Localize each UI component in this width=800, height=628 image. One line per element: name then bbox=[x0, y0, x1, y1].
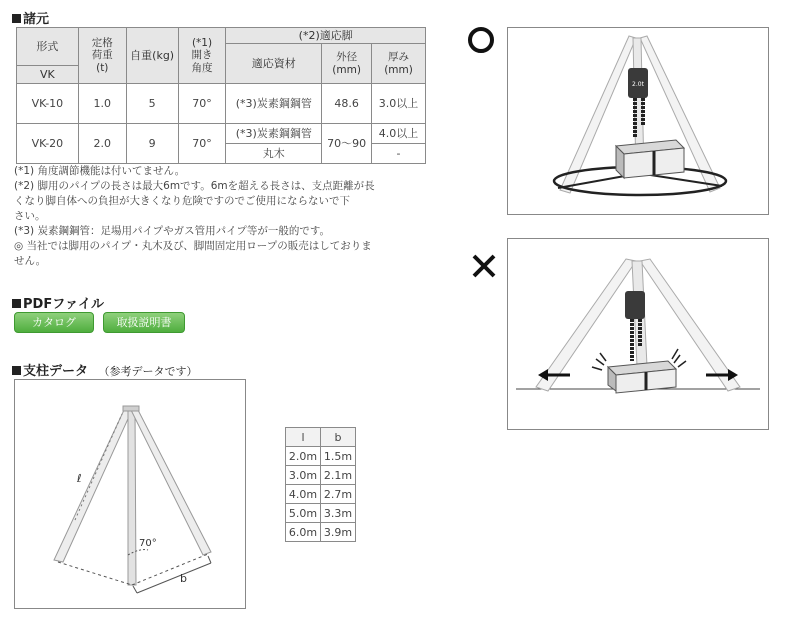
header-model: 形式 bbox=[17, 28, 79, 66]
cell-od: 48.6 bbox=[322, 84, 372, 124]
correct-usage-svg bbox=[508, 28, 768, 214]
manual-button[interactable]: 取扱説明書 bbox=[103, 312, 185, 333]
header-legs: (*2)適応脚 bbox=[226, 28, 426, 44]
dimension-b-tick bbox=[133, 586, 137, 593]
cell-l: 6.0m bbox=[286, 523, 321, 542]
note-line: さい。 bbox=[14, 210, 46, 222]
note-line: (*2) 脚用のパイプの長さは最大6mです。6mを超える長さは、支点距離が長 bbox=[14, 180, 375, 192]
support-table bbox=[285, 427, 356, 542]
cell-material: (*3)炭素鋼鋼管 bbox=[226, 84, 322, 124]
note-line: (*1) 角度調節機能は付いてません。 bbox=[14, 165, 186, 177]
note-line: ◎ 当社では脚用のパイプ・丸木及び、脚間固定用ロープの販売はしておりま bbox=[14, 240, 372, 252]
cell-angle: 70° bbox=[178, 84, 226, 124]
square-bullet-icon bbox=[12, 366, 21, 375]
label-length: ℓ bbox=[77, 472, 82, 485]
cell-thickness: 4.0以上 bbox=[372, 124, 426, 144]
correct-usage-illustration bbox=[507, 27, 769, 215]
spec-notes bbox=[14, 164, 375, 269]
cell-load: 1.0 bbox=[78, 84, 126, 124]
cell-model: VK-10 bbox=[17, 84, 79, 124]
cell-b: 3.3m bbox=[321, 504, 356, 523]
cell-angle: 70° bbox=[178, 124, 226, 164]
tripod-leg-left bbox=[54, 410, 132, 562]
cell-b: 3.9m bbox=[321, 523, 356, 542]
header-thickness: 厚み (mm) bbox=[372, 44, 426, 84]
support-section-title: 支柱データ （参考データです） bbox=[12, 360, 198, 379]
base-dash-line bbox=[58, 562, 132, 585]
cell-l: 3.0m bbox=[286, 466, 321, 485]
cell-b: 2.1m bbox=[321, 466, 356, 485]
cell-load: 2.0 bbox=[78, 124, 126, 164]
header-material: 適応資材 bbox=[226, 44, 322, 84]
cell-b: 2.7m bbox=[321, 485, 356, 504]
tripod-diagram-svg bbox=[15, 380, 245, 608]
square-bullet-icon bbox=[12, 299, 21, 308]
cell-weight: 5 bbox=[126, 84, 178, 124]
table-header-l: l bbox=[286, 428, 321, 447]
table-row bbox=[286, 504, 356, 523]
cell-weight: 9 bbox=[126, 124, 178, 164]
dimension-b-line bbox=[137, 563, 211, 593]
cell-l: 5.0m bbox=[286, 504, 321, 523]
base-dash-line bbox=[132, 554, 208, 585]
cross-ng-icon bbox=[470, 252, 498, 280]
circle-ok-icon bbox=[466, 25, 496, 55]
support-subtitle: （参考データです） bbox=[98, 365, 198, 378]
table-row bbox=[286, 466, 356, 485]
table-header-b: b bbox=[321, 428, 356, 447]
cell-material: (*3)炭素鋼鋼管 bbox=[226, 124, 322, 144]
header-weight: 自重(kg) bbox=[126, 28, 178, 84]
tripod-head bbox=[123, 406, 139, 411]
support-diagram bbox=[14, 379, 246, 609]
label-angle: 70° bbox=[139, 538, 157, 549]
tripod-leg-middle bbox=[128, 410, 136, 585]
cell-model: VK-20 bbox=[17, 124, 79, 164]
cell-od: 70〜90 bbox=[322, 124, 372, 164]
table-row bbox=[286, 523, 356, 542]
tripod-leg-right bbox=[131, 410, 211, 555]
cell-l: 2.0m bbox=[286, 447, 321, 466]
cell-thickness-2: - bbox=[372, 144, 426, 164]
spec-table bbox=[16, 27, 426, 164]
note-line: くなり脚自体への負担が大きくなり危険ですのでご使用にならないで下 bbox=[14, 195, 350, 207]
cell-l: 4.0m bbox=[286, 485, 321, 504]
note-line: (*3) 炭素鋼鋼管：足場用パイプやガス管用パイプ等が一般的です。 bbox=[14, 225, 330, 237]
table-row bbox=[286, 447, 356, 466]
note-line: せん。 bbox=[14, 255, 47, 267]
cell-material-2: 丸木 bbox=[226, 144, 322, 164]
pdf-section-title: PDFファイル bbox=[12, 293, 104, 312]
cell-thickness: 3.0以上 bbox=[372, 84, 426, 124]
header-od: 外径 (mm) bbox=[322, 44, 372, 84]
table-row bbox=[286, 485, 356, 504]
header-load: 定格 荷重 (t) bbox=[78, 28, 126, 84]
chain-hoist-body bbox=[625, 291, 645, 319]
label-base: b bbox=[180, 572, 187, 585]
square-bullet-icon bbox=[12, 14, 21, 23]
spec-section-title: 諸元 bbox=[12, 8, 49, 27]
catalog-button[interactable]: カタログ bbox=[14, 312, 94, 333]
header-model-sub: VK bbox=[17, 66, 79, 84]
header-angle: (*1) 開き 角度 bbox=[178, 28, 226, 84]
dimension-b-tick bbox=[208, 556, 211, 563]
cell-b: 1.5m bbox=[321, 447, 356, 466]
hoist-label: 2.0t bbox=[632, 81, 644, 88]
wrong-usage-svg bbox=[508, 239, 768, 429]
wrong-usage-illustration bbox=[507, 238, 769, 430]
